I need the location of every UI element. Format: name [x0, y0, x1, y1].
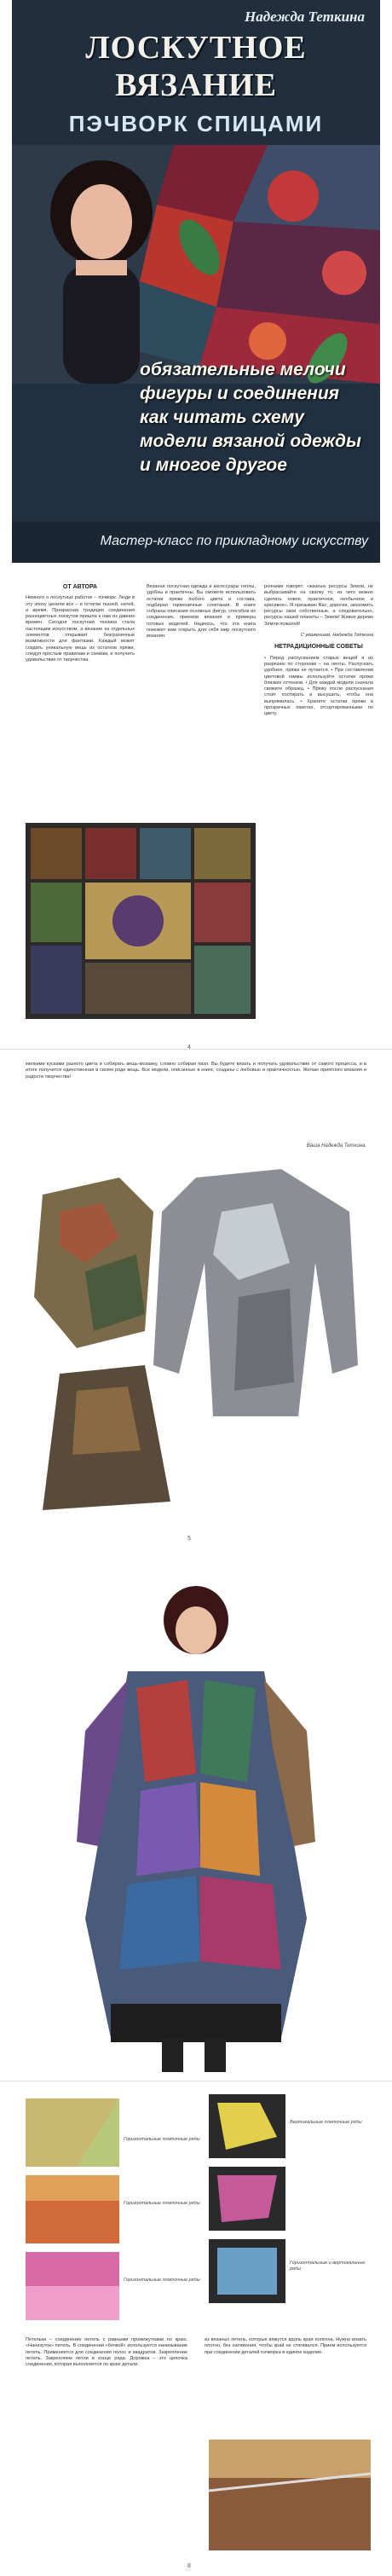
cover-feature: и многое другое: [140, 455, 287, 475]
woman-in-patchwork-coat-photo: [0, 1560, 392, 2072]
page2-text: мелкими кусками разного цвета и собирать вещь-мозаику, словно собирая пазл. Вы будете вязать и получать удовольствие от самого процесса, и в итоге получится единственная в своем роде вещь. Все модели, описанные в книге, созданы с любовью и практичностью. Желаю приятного вязания и радости творчества!: [26, 1062, 366, 1080]
garments-photo: [26, 1161, 366, 1519]
swatch-caption: Вертикальные платочные ряды: [290, 2120, 362, 2125]
swatch-photo: [26, 2252, 119, 2320]
cover-title-line2: ВЯЗАНИЕ: [115, 67, 277, 103]
page-number: 4: [187, 1045, 191, 1051]
quilt-photo: [26, 823, 256, 1019]
page-intro: [0, 567, 392, 1051]
intro-left-column: [26, 584, 135, 664]
swatch-caption: Горизонтальные платочные ряды: [124, 2201, 200, 2206]
techniques-left-text: Петельки – соединение петель с равными промежутками по краю. «Нанизуток» петель. В соединении «бочкой» используется нанизывание петель. Применяется для соединения полос и квадратов. Закрепление петель. Закрепляем петли в конце ряда. Дорожка – это цепочка соединения, которая выполняется по краю детали.: [26, 2337, 187, 2368]
swatch-photo: [26, 2175, 119, 2243]
cover-subtitle: ПЭЧВОРК СПИЦАМИ: [68, 111, 324, 136]
book-cover: [12, 0, 380, 563]
cover-feature-list: [140, 358, 378, 478]
intro-signature: С уважением, Надежда Теткина: [300, 633, 373, 639]
swatch-photo: [209, 2167, 285, 2231]
intro-left-text: Немного о лоскутных работах – пэчворк. Люди в эту эпоху ценили все – и остатки тканей, нитей, и время. Прекрасная традиция соединения разноцветных лоскутов пришла к нам из давних времен. Сегодня лоскутная техника стала настоящим искусством, а вязание из отдельных элементов открывает безграничные возможности для фантазии. Каждый может создать уникальную вещь из остатков пряжи, следуя простым правилам и схемам, и получить удовольствие от творчества.: [26, 595, 135, 663]
cover-author: Надежда Теткина: [245, 9, 365, 25]
tips-text: • Перед распусканием старых вещей я их разрезаю по сторонам – на ленты. Распускать удобнее, пряжа не путается. • При составлении цветовой гаммы используйте остатки пряжи близких оттенков. • Для каждой модели сначала свяжите образец. • Пряжу после распускания стоит постирать и высушить, чтобы она выпрямилась. • Храните остатки пряжи в прозрачных пакетах, отсортированными по цвету.: [264, 655, 373, 717]
cover-feature: модели вязаной одежды: [140, 431, 361, 451]
techniques-right-text: из вязаных петель, которые вяжутся вдоль края полотна. Нужно вязать плотно, без натяжения, чтобы край не стягивался. Прием используется при соединении деталей пэчворка в единое изделие.: [205, 2337, 366, 2355]
swatch-caption: Горизонтальные платочные ряды: [124, 2137, 200, 2142]
swatch-photo: [26, 2098, 119, 2167]
section-heading-author: ОТ АВТОРА: [62, 584, 98, 590]
page-techniques: [0, 2081, 392, 2576]
section-heading-tips: НЕТРАДИЦИОННЫЕ СОВЕТЫ: [274, 644, 363, 651]
page-number: 8: [187, 2563, 191, 2569]
swatch-caption: Горизонтальные и вертикальные ряды: [290, 2261, 366, 2272]
cover-author-photo: [29, 153, 174, 384]
cover-feature: как читать схему: [140, 408, 304, 427]
swatch-photo: [209, 2239, 285, 2303]
intro-right-text: ронними говорят: «жизнью ресурсы Земли, не выбрасывайте на свалку то, из чего можно сделать новое, практичное, необычное и красивое». Я призываю Вас, дорогие, экономить ресурсы свои собственные, а следовательно, ресурсы нашей планеты – Земли! Живое дерево Земли пожалей!: [264, 584, 373, 627]
swatch-photo: [209, 2094, 285, 2158]
cover-title-line1: ЛОСКУТНОЕ: [85, 30, 307, 66]
swatch-caption: Горизонтальные платочные ряды: [124, 2278, 200, 2283]
intro-right-column: [264, 584, 373, 718]
cover-feature: фигуры и соединения: [140, 384, 340, 403]
intro-mid-text: Вязаная лоскутная одежда и аксессуары теплы, удобны и практичны. Вы сможете использовать остатки пряжи любого цвета и состава, подбирая гармоничные сочетания. В книге собраны описания основных фигур, способов их соединения, приемов вязания и примеры готовых моделей. Надеюсь, что эта книга поможет вам открыть для себя мир лоскутного вязания.: [147, 584, 256, 640]
cover-feature: обязательные мелочи: [140, 360, 346, 379]
page-number: 5: [187, 1536, 191, 1542]
intro-mid-column: [147, 584, 256, 640]
cover-masterclass-label: Мастер-класс по прикладному искусству: [100, 534, 368, 548]
page2-signature: Ваша Надежда Теткина.: [306, 1143, 366, 1149]
knitting-closeup-photo: [209, 2440, 371, 2550]
page-garments: [0, 1049, 392, 1553]
page-model-coat: [0, 1560, 392, 2072]
